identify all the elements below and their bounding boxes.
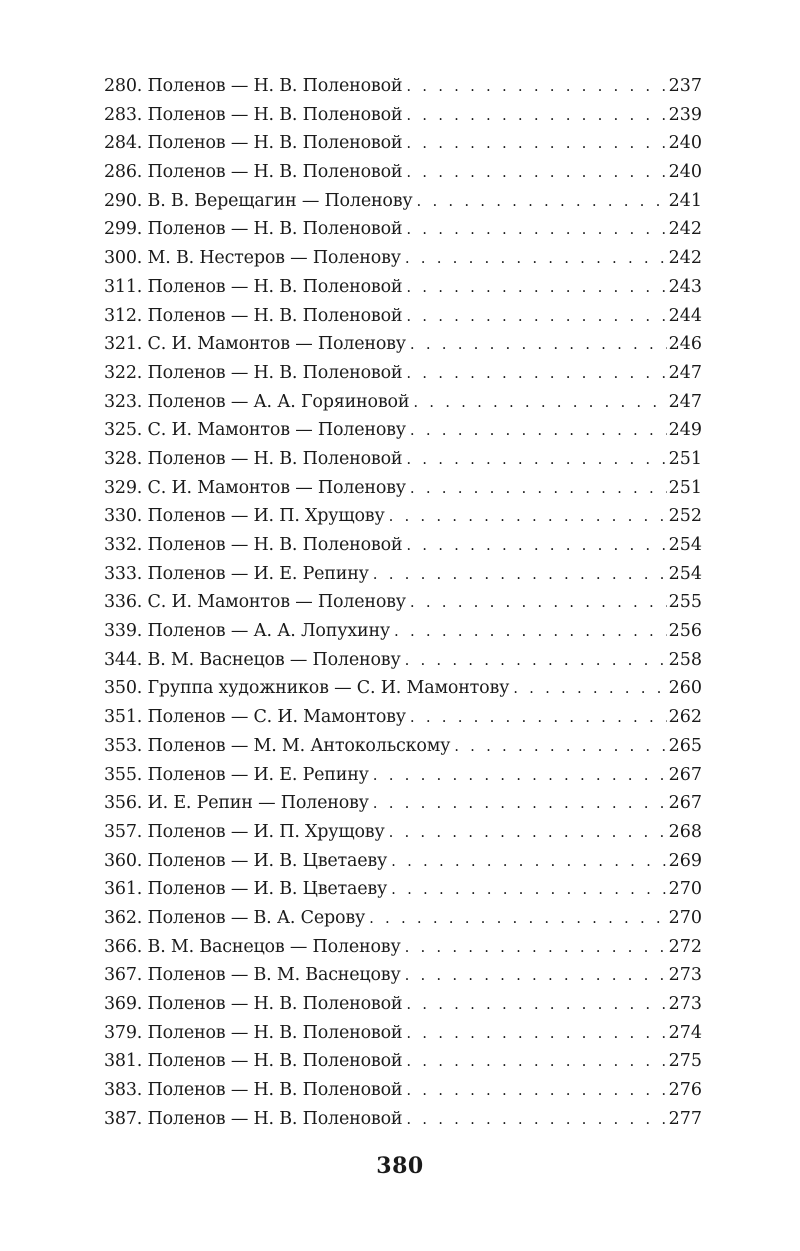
toc-entry [104,244,702,273]
dot-leader [389,502,667,531]
dot-leader [391,875,666,904]
entry-page-ref: 273 [668,965,702,986]
entry-title: 379. Поленов — Н. В. Поленовой [104,1022,403,1043]
entry-title: 361. Поленов — И. В. Цветаеву [104,879,388,900]
entry-title: 283. Поленов — Н. В. Поленовой [104,104,403,125]
toc-entry [104,388,702,417]
toc-entry [104,674,702,703]
dot-leader [513,674,666,703]
entry-title: 362. Поленов — В. А. Серову [104,907,366,928]
toc-entry [104,215,702,244]
page-number: 380 [376,1153,424,1179]
entry-title: 350. Группа художников — С. И. Мамонтову [104,678,510,699]
dot-leader [373,789,667,818]
toc-entry [104,1047,702,1076]
toc-entry [104,416,702,445]
entry-page-ref: 277 [668,1108,702,1129]
toc-entry [104,502,702,531]
entry-title: 299. Поленов — Н. В. Поленовой [104,219,403,240]
entry-title: 381. Поленов — Н. В. Поленовой [104,1051,403,1072]
dot-leader [405,961,667,990]
dot-leader [406,302,666,331]
entry-page-ref: 251 [668,448,702,469]
entry-title: 312. Поленов — Н. В. Поленовой [104,305,403,326]
toc-entry [104,129,702,158]
toc-entry [104,617,702,646]
dot-leader [406,531,666,560]
dot-leader [406,101,666,130]
entry-title: 357. Поленов — И. П. Хрущову [104,821,385,842]
toc-entry [104,72,702,101]
entry-title: 333. Поленов — И. Е. Репину [104,563,369,584]
dot-leader [410,474,667,503]
entry-page-ref: 254 [668,563,702,584]
dot-leader [406,359,666,388]
entry-page-ref: 270 [668,907,702,928]
entry-title: 360. Поленов — И. В. Цветаеву [104,850,388,871]
entry-page-ref: 275 [668,1051,702,1072]
toc-entry [104,273,702,302]
entry-title: 353. Поленов — М. М. Антокольскому [104,735,451,756]
entry-page-ref: 270 [668,879,702,900]
dot-leader [391,847,666,876]
entry-page-ref: 255 [668,592,702,613]
entry-page-ref: 267 [668,793,702,814]
toc-entry [104,1105,702,1134]
dot-leader [406,445,666,474]
entry-title: 323. Поленов — А. А. Горяиновой [104,391,410,412]
entry-page-ref: 274 [668,1022,702,1043]
entry-page-ref: 247 [668,362,702,383]
entry-page-ref: 254 [668,535,702,555]
dot-leader [406,215,666,244]
entry-page-ref: 269 [668,850,702,871]
entry-page-ref: 267 [668,764,702,785]
dot-leader [406,1076,666,1105]
toc-entry [104,961,702,990]
toc-entry [104,1019,702,1048]
dot-leader [417,187,667,216]
entry-title: 328. Поленов — Н. В. Поленовой [104,448,403,469]
dot-leader [373,560,667,589]
entry-page-ref: 247 [668,391,702,412]
dot-leader [406,1047,666,1076]
toc-entry [104,990,702,1019]
entry-page-ref: 243 [668,276,702,297]
entry-page-ref: 246 [668,334,702,355]
toc-entry [104,732,702,761]
entry-title: 325. С. И. Мамонтов — Поленову [104,420,406,441]
entry-title: 280. Поленов — Н. В. Поленовой [104,76,403,96]
entry-title: 339. Поленов — А. А. Лопухину [104,621,391,642]
toc-entry [104,933,702,962]
entry-title: 367. Поленов — В. М. Васнецову [104,965,401,986]
dot-leader [406,273,666,302]
toc-entry [104,904,702,933]
toc-entry [104,474,702,503]
entry-page-ref: 262 [668,707,702,728]
dot-leader [406,129,666,158]
toc-entry [104,330,702,359]
entry-title: 311. Поленов — Н. В. Поленовой [104,276,403,297]
toc-entry [104,302,702,331]
entry-title: 300. М. В. Нестеров — Поленову [104,248,401,269]
dot-leader [389,818,667,847]
entry-title: 369. Поленов — Н. В. Поленовой [104,994,403,1014]
dot-leader [394,617,667,646]
entry-page-ref: 258 [668,649,702,670]
entry-page-ref: 237 [668,76,702,96]
entry-title: 286. Поленов — Н. В. Поленовой [104,162,403,183]
entry-page-ref: 239 [668,104,702,125]
entry-page-ref: 249 [668,420,702,441]
entry-page-ref: 251 [668,477,702,498]
toc-entry [104,158,702,187]
entry-title: 355. Поленов — И. Е. Репину [104,764,369,785]
table-of-contents [104,72,702,1133]
entry-page-ref: 273 [668,994,702,1014]
entry-title: 321. С. И. Мамонтов — Поленову [104,334,406,355]
entry-page-ref: 240 [668,162,702,183]
toc-entry [104,359,702,388]
toc-entry [104,101,702,130]
entry-title: 329. С. И. Мамонтов — Поленову [104,477,406,498]
entry-title: 356. И. Е. Репин — Поленову [104,793,369,814]
toc-entry [104,847,702,876]
entry-page-ref: 272 [668,936,702,957]
toc-entry [104,703,702,732]
dot-leader [406,1019,666,1048]
toc-entry [104,1076,702,1105]
dot-leader [454,732,666,761]
entry-page-ref: 241 [668,190,702,211]
entry-title: 330. Поленов — И. П. Хрущову [104,506,385,527]
entry-page-ref: 240 [668,133,702,154]
dot-leader [406,1105,666,1134]
dot-leader [413,388,666,417]
entry-page-ref: 276 [668,1080,702,1101]
entry-page-ref: 265 [668,735,702,756]
entry-page-ref: 244 [668,305,702,326]
toc-entry [104,187,702,216]
entry-page-ref: 252 [668,506,702,527]
dot-leader [405,646,667,675]
entry-page-ref: 242 [668,219,702,240]
dot-leader [406,158,666,187]
toc-entry [104,646,702,675]
toc-entry [104,560,702,589]
dot-leader [410,330,667,359]
toc-entry [104,531,702,560]
toc-entry [104,445,702,474]
entry-title: 336. С. И. Мамонтов — Поленову [104,592,406,613]
entry-title: 351. Поленов — С. И. Мамонтову [104,707,406,728]
dot-leader [406,72,666,101]
entry-title: 322. Поленов — Н. В. Поленовой [104,362,403,383]
toc-entry [104,818,702,847]
dot-leader [406,990,666,1019]
dot-leader [373,761,667,790]
entry-title: 290. В. В. Верещагин — Поленову [104,190,413,211]
entry-title: 332. Поленов — Н. В. Поленовой [104,535,403,555]
dot-leader [410,416,667,445]
entry-title: 387. Поленов — Н. В. Поленовой [104,1108,403,1129]
toc-entry [104,761,702,790]
dot-leader [405,933,667,962]
entry-title: 383. Поленов — Н. В. Поленовой [104,1080,403,1101]
dot-leader [410,703,667,732]
toc-entry [104,789,702,818]
entry-title: 366. В. М. Васнецов — Поленову [104,936,401,957]
dot-leader [369,904,667,933]
toc-entry [104,588,702,617]
dot-leader [410,588,667,617]
entry-title: 284. Поленов — Н. В. Поленовой [104,133,403,154]
entry-page-ref: 256 [668,621,702,642]
dot-leader [405,244,667,273]
entry-page-ref: 242 [668,248,702,269]
entry-title: 344. В. М. Васнецов — Поленову [104,649,401,670]
entry-page-ref: 260 [668,678,702,699]
toc-entry [104,875,702,904]
entry-page-ref: 268 [668,821,702,842]
